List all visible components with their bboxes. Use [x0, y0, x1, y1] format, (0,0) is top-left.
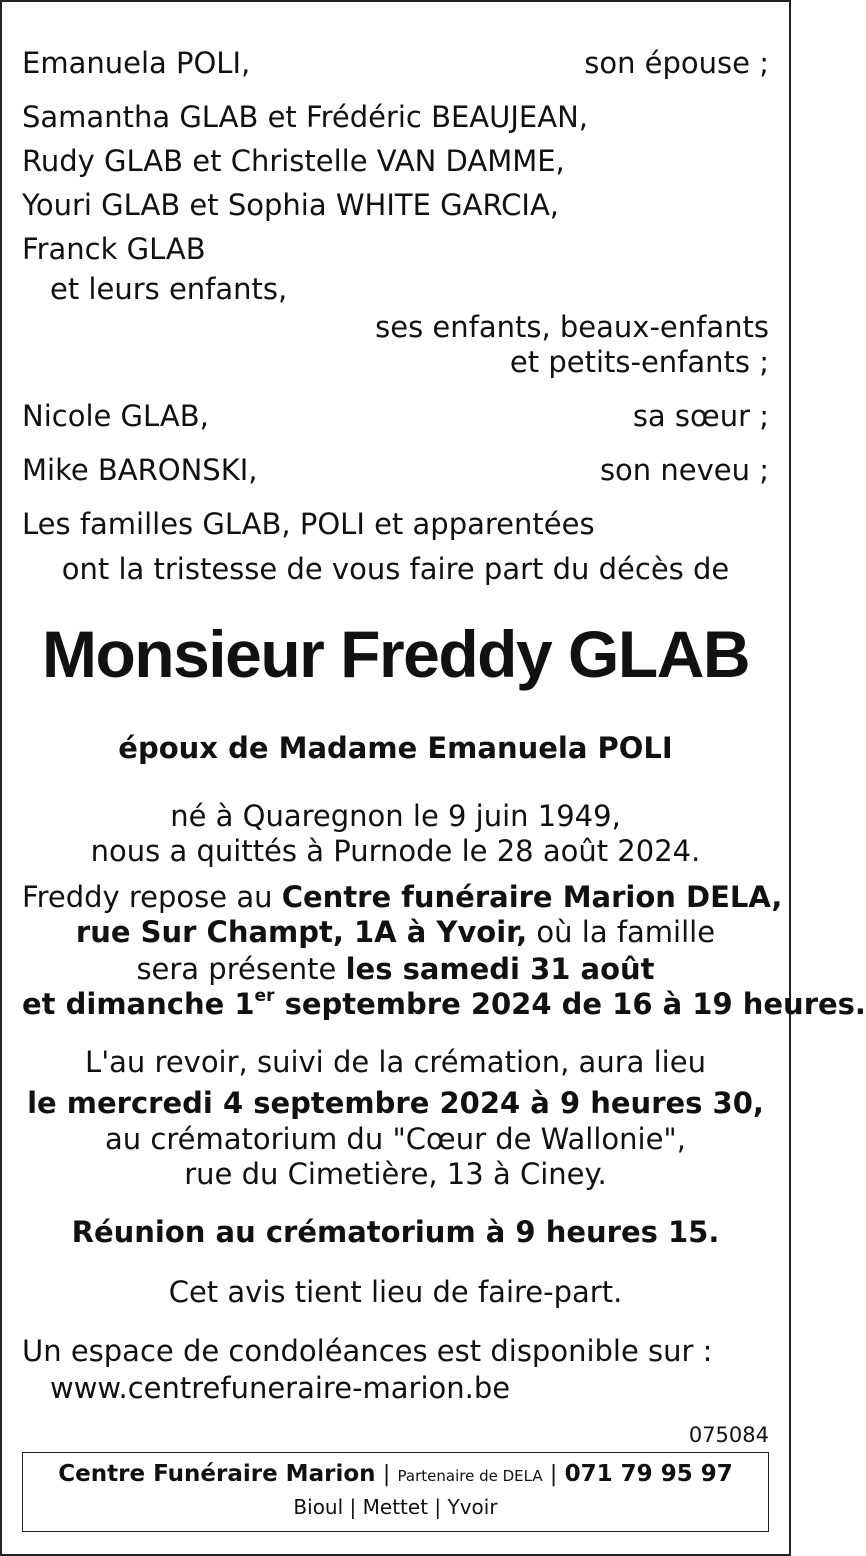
meeting-line: Réunion au crématorium à 9 heures 15. — [71, 1215, 720, 1249]
partner-label: Partenaire de DELA — [397, 1467, 543, 1485]
location: Mettet — [362, 1495, 429, 1519]
visitation-date: et dimanche 1er septembre 2024 de 16 à 19 heures. — [22, 986, 866, 1021]
visitation-address: rue Sur Champt, 1A à Yvoir, — [75, 915, 528, 949]
visitation-line — [22, 880, 783, 914]
visitation-line — [22, 952, 769, 986]
location: Bioul — [293, 1495, 344, 1519]
nephew-name: Mike BARONSKI, — [22, 453, 258, 487]
ceremony-date: le mercredi 4 septembre 2024 à 9 heures 30, — [27, 1086, 764, 1120]
ceremony-place: au crématorium du "Cœur de Wallonie", — [105, 1122, 686, 1156]
phone-number[interactable]: 071 79 95 97 — [564, 1461, 733, 1487]
child-line: Franck GLAB — [22, 232, 206, 266]
child-line: Samantha GLAB et Frédéric BEAUJEAN, — [22, 100, 588, 134]
sister-name: Nicole GLAB, — [22, 399, 209, 433]
visitation-date: les samedi 31 août — [345, 952, 655, 986]
spouse-relation: son épouse ; — [584, 46, 769, 80]
footer-box — [22, 1452, 769, 1532]
children-extra: et leurs enfants, — [50, 272, 288, 306]
company-name: Centre Funéraire Marion — [58, 1461, 376, 1487]
ceremony-line: L'au revoir, suivi de la crémation, aura lieu — [85, 1045, 706, 1079]
visitation-text: où la famille — [527, 915, 716, 949]
visitation-line — [22, 986, 866, 1021]
birth-line: né à Quaregnon le 9 juin 1949, — [170, 799, 621, 833]
visitation-place: Centre funéraire Marion DELA, — [281, 880, 783, 914]
location: Yvoir — [447, 1495, 498, 1519]
visitation-text: sera présente — [136, 952, 346, 986]
visitation-line — [22, 915, 769, 949]
visitation-text: Freddy repose au — [22, 880, 282, 914]
reference-number: 075084 — [688, 1423, 769, 1447]
footer-locations — [23, 1493, 768, 1521]
footer-company-line — [23, 1459, 768, 1491]
child-line: Rudy GLAB et Christelle VAN DAMME, — [22, 144, 565, 178]
separator: | — [382, 1462, 391, 1487]
death-line: nous a quittés à Purnode le 28 août 2024. — [90, 834, 701, 868]
announcement-line: ont la tristesse de vous faire part du décès de — [61, 552, 730, 586]
deceased-name: Monsieur Freddy GLAB — [41, 617, 750, 691]
condolences-url[interactable]: www.centrefuneraire-marion.be — [50, 1371, 511, 1405]
children-relation: ses enfants, beaux-enfants — [375, 310, 769, 344]
spouse-row — [22, 46, 769, 80]
children-relation: et petits-enfants ; — [509, 345, 769, 379]
sister-relation: sa sœur ; — [632, 399, 769, 433]
nephew-relation: son neveu ; — [599, 453, 769, 487]
notice-line: Cet avis tient lieu de faire-part. — [168, 1275, 623, 1309]
spouse-of-line: époux de Madame Emanuela POLI — [118, 731, 673, 765]
condolences-text: Un espace de condoléances est disponible sur : — [22, 1334, 713, 1368]
separator: | — [434, 1495, 442, 1519]
separator: | — [349, 1495, 357, 1519]
child-line: Youri GLAB et Sophia WHITE GARCIA, — [22, 188, 560, 222]
ceremony-address: rue du Cimetière, 13 à Ciney. — [184, 1157, 607, 1191]
sister-row — [22, 399, 769, 433]
nephew-row — [22, 453, 769, 487]
spouse-name: Emanuela POLI, — [22, 46, 251, 80]
families-line: Les familles GLAB, POLI et apparentées — [22, 507, 595, 541]
ordinal-suffix: er — [254, 986, 275, 1007]
separator: | — [549, 1462, 558, 1487]
